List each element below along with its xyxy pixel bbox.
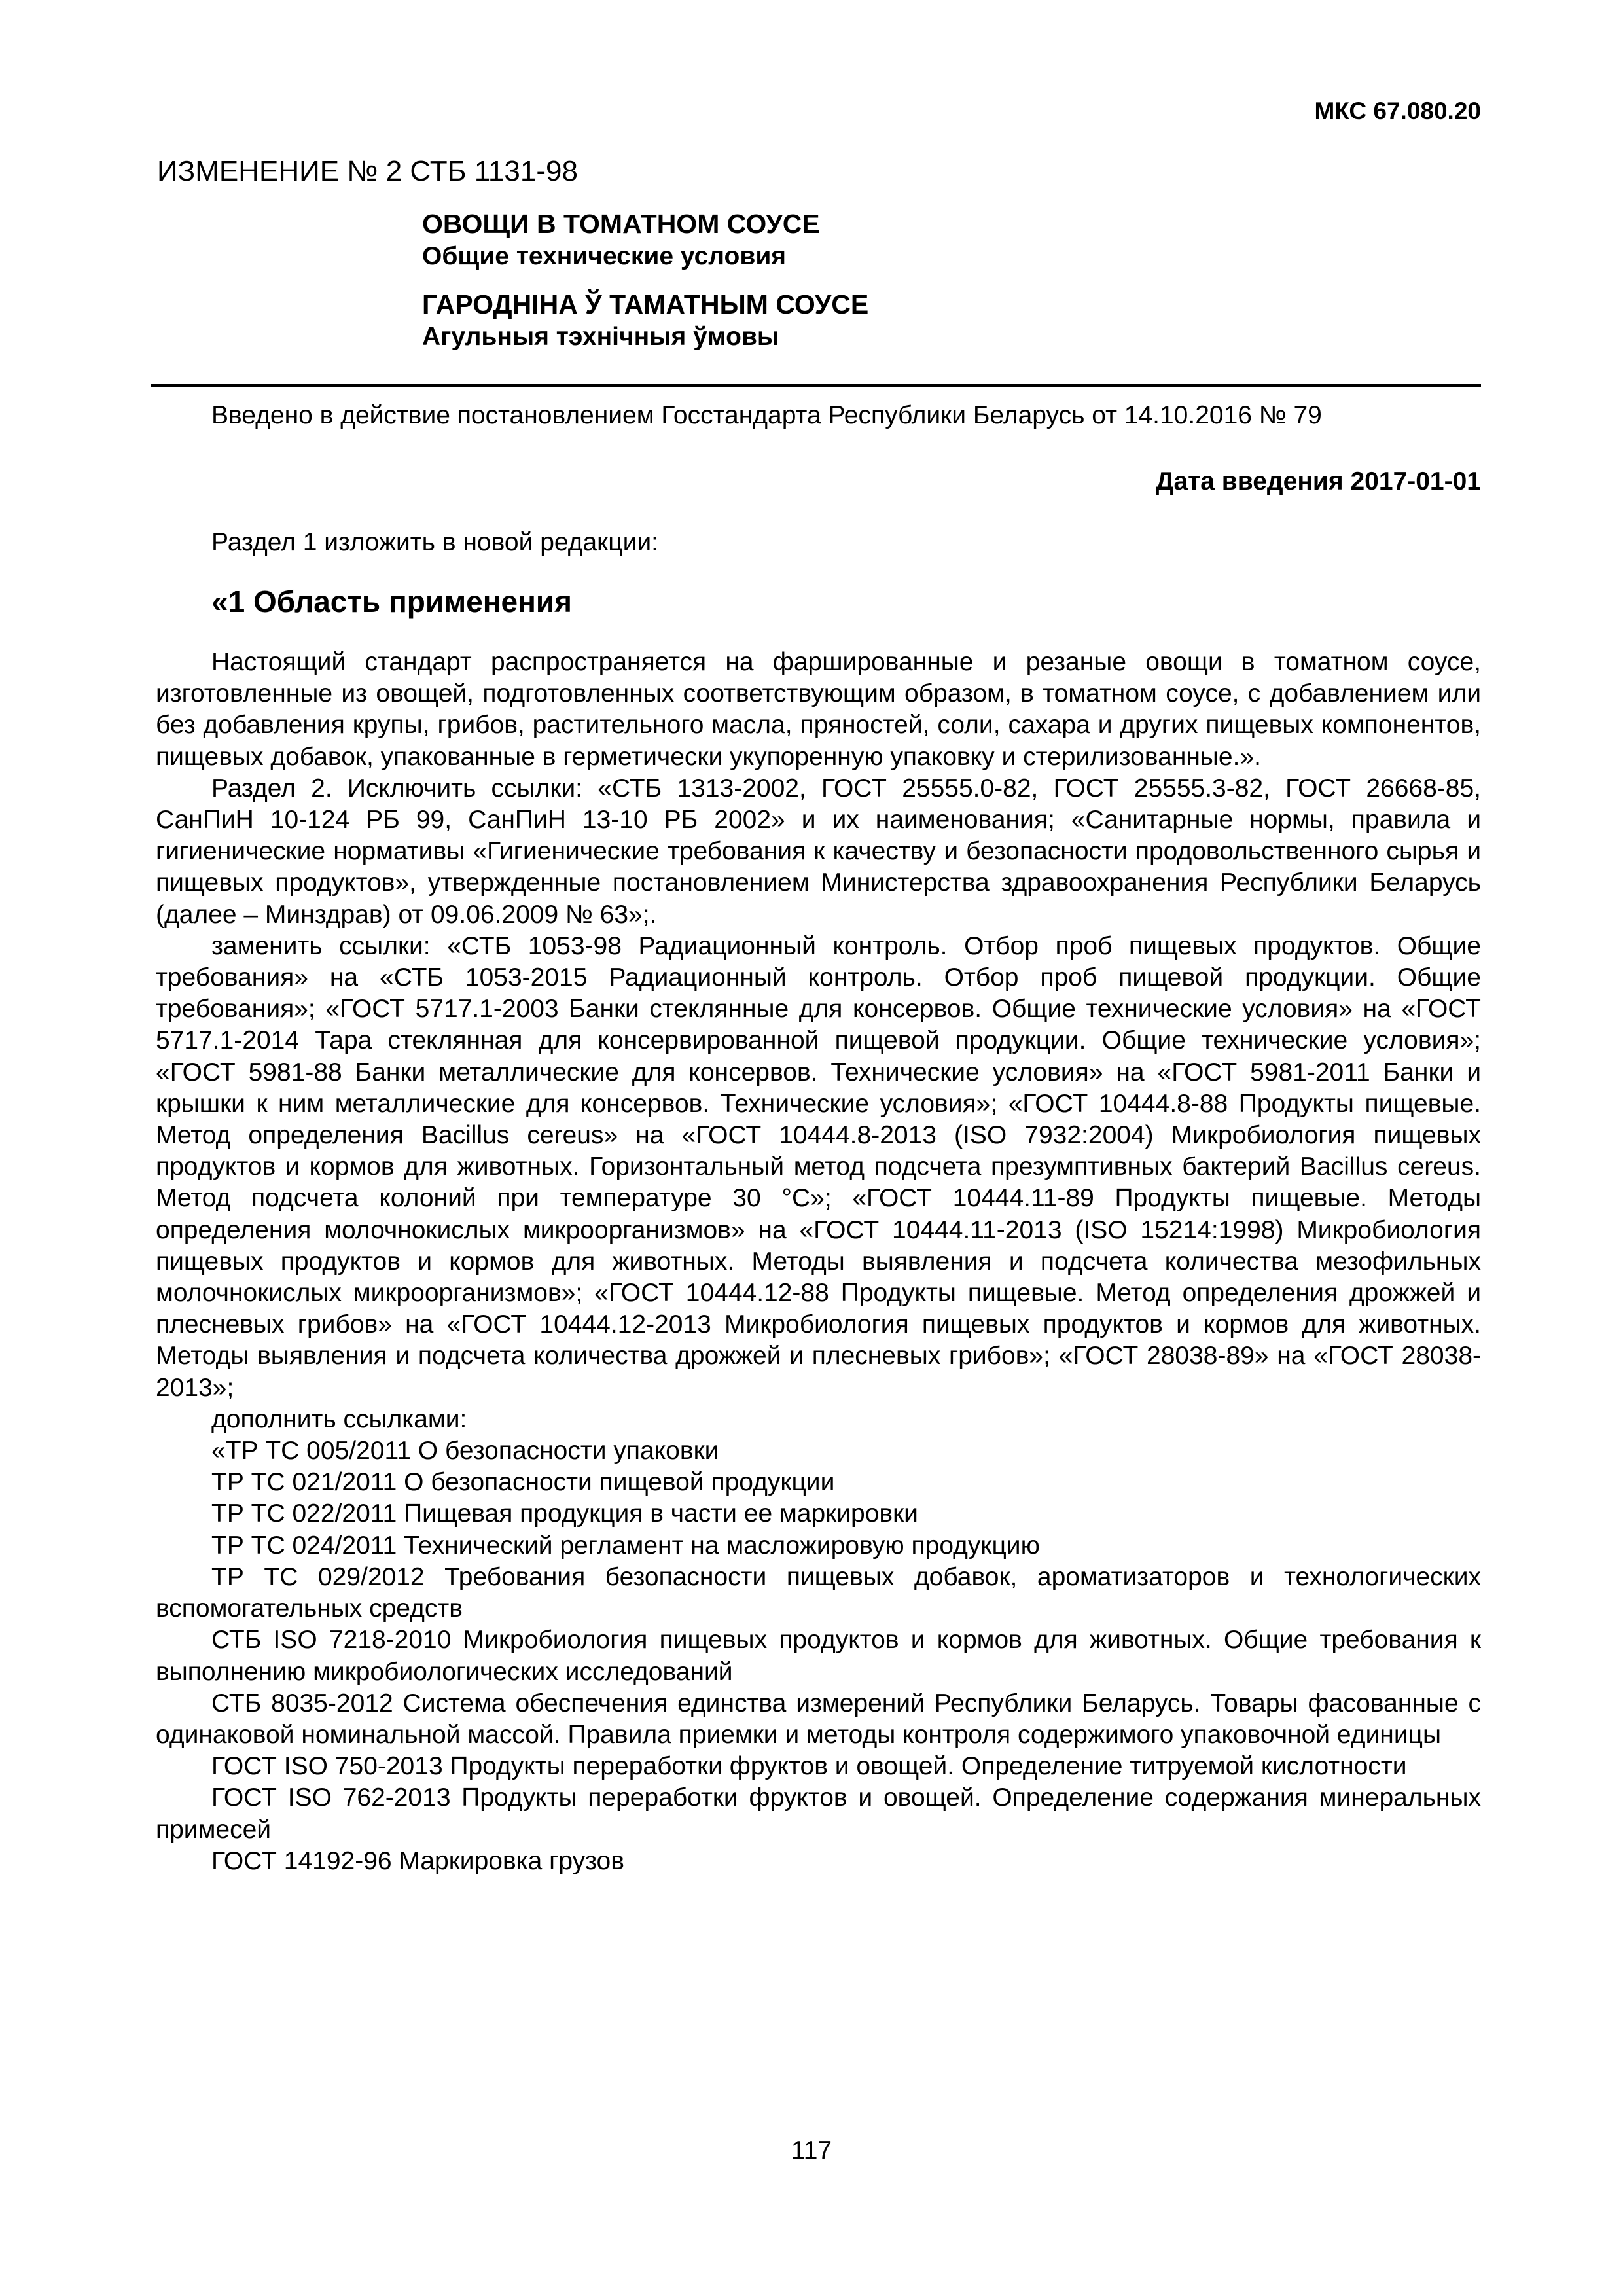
by-standard-title <box>422 288 868 353</box>
page-number: 117 <box>791 2136 832 2164</box>
section2-replacements: заменить ссылки: «СТБ 1053-98 Радиационный контроль. Отбор проб пищевых продуктов. Общие требования» на «СТБ 1053-2015 Радиационный контроль. Отбор проб пищевой продукции. Общие требования»; «ГОСТ 5717.1-2003 Банки стеклянные для консервов. Общие технические условия» на «ГОСТ 5717.1-2014 Тара стеклянная для консервированной пищевой продукции. Общие технические условия»; «ГОСТ 5981-88 Банки металлические для консервов. Технические условия» на «ГОСТ 5981-2011 Банки и крышки к ним металлические для консервов. Технические условия»; «ГОСТ 10444.8-88 Продукты пищевые. Метод определения Bacillus cereus» на «ГОСТ 10444.8-2013 (ISO 7932:2004) Микробиология пищевых продуктов и кормов для животных. Горизонтальный метод подсчета презумптивных бактерий Bacillus cereus. Метод подсчета колоний при температуре 30 °С»; «ГОСТ 10444.11-89 Продукты пищевые. Методы определения молочнокислых микроорганизмов» на «ГОСТ 10444.11-2013 (ISO 15214:1998) Микробиология пищевых продуктов и кормов для животных. Методы выявления и подсчета количества мезофильных молочнокислых микроорганизмов»; «ГОСТ 10444.12-88 Продукты пищевые. Метод определения дрожжей и плесневых грибов» на «ГОСТ 10444.12-2013 Микробиология пищевых продуктов и кормов для животных. Методы выявления и подсчета количества дрожжей и плесневых грибов»; «ГОСТ 28038-89» на «ГОСТ 28038-2013»; <box>156 931 1481 1402</box>
by-subtitle: Агульныя тэхнічныя ўмовы <box>422 323 779 351</box>
reference-item: ГОСТ ISO 750-2013 Продукты переработки фруктов и овощей. Определение титруемой кислотности <box>211 1752 1407 1781</box>
reference-item: ТР ТС 021/2011 О безопасности пищевой продукции <box>211 1468 835 1497</box>
header-divider <box>151 384 1481 387</box>
section2-exclusions: Раздел 2. Исключить ссылки: «СТБ 1313-2002, ГОСТ 25555.0-82, ГОСТ 25555.3-82, ГОСТ 26668-85, СанПиН 10-124 РБ 99, СанПиН 13-10 РБ 2002» и их наименования; «Санитарные нормы, правила и гигиенические нормативы «Гигиенические требования к качеству и безопасности продовольственного сырья и пищевых продуктов», утвержденные постановлением Министерства здравоохранения Республики Беларусь (далее – Минздрав) от 09.06.2009 № 63»;. <box>156 774 1481 929</box>
scope-heading: «1 Область применения <box>211 584 573 619</box>
ru-title: ОВОЩИ В ТОМАТНОМ СОУСЕ <box>422 209 820 239</box>
by-title: ГАРОДНІНА Ў ТАМАТНЫМ СОУСЕ <box>422 289 869 319</box>
scope-paragraph: Настоящий стандарт распространяется на фаршированные и резаные овощи в томатном соусе, изготовленные из овощей, подготовленных соответствующим образом, в томатном соусе, с добавлением или без добавления крупы, грибов, растительного масла, пряностей, соли, сахара и других пищевых компонентов, пищевых добавок, упакованные в герметически укупоренную упаковку и стерилизованные.». <box>156 648 1481 771</box>
section-instruction: Раздел 1 изложить в новой редакции: <box>211 528 658 556</box>
amendment-title: ИЗМЕНЕНИЕ № 2 СТБ 1131-98 <box>157 155 578 187</box>
reference-item: СТБ 8035-2012 Система обеспечения единства измерений Республики Беларусь. Товары фасованные с одинаковой номинальной массой. Правила приемки и методы контроля содержимого упаковочной единицы <box>156 1689 1481 1749</box>
reference-item: ТР ТС 029/2012 Требования безопасности пищевых добавок, ароматизаторов и технологических вспомогательных средств <box>156 1562 1481 1623</box>
effective-date: Дата введения 2017-01-01 <box>1155 467 1481 495</box>
reference-item: «ТР ТС 005/2011 О безопасности упаковки <box>211 1437 719 1465</box>
section2-additions-intro: дополнить ссылками: <box>211 1405 467 1433</box>
ru-standard-title <box>422 207 820 273</box>
reference-item: ГОСТ 14192-96 Маркировка грузов <box>211 1846 624 1875</box>
mks-code: МКС 67.080.20 <box>1314 98 1481 124</box>
ru-subtitle: Общие технические условия <box>422 242 787 270</box>
reference-item: ТР ТС 022/2011 Пищевая продукция в части ее маркировки <box>211 1499 918 1528</box>
introduction-note: Введено в действие постановлением Госстандарта Республики Беларусь от 14.10.2016 № 79 <box>211 401 1322 429</box>
reference-item: ТР ТС 024/2011 Технический регламент на масложировую продукцию <box>211 1531 1040 1560</box>
reference-item: СТБ ISO 7218-2010 Микробиология пищевых продуктов и кормов для животных. Общие требования к выполнению микробиологических исследований <box>156 1626 1481 1686</box>
amendment-body <box>156 647 1481 1877</box>
reference-item: ГОСТ ISO 762-2013 Продукты переработки фруктов и овощей. Определение содержания минеральных примесей <box>156 1784 1481 1844</box>
